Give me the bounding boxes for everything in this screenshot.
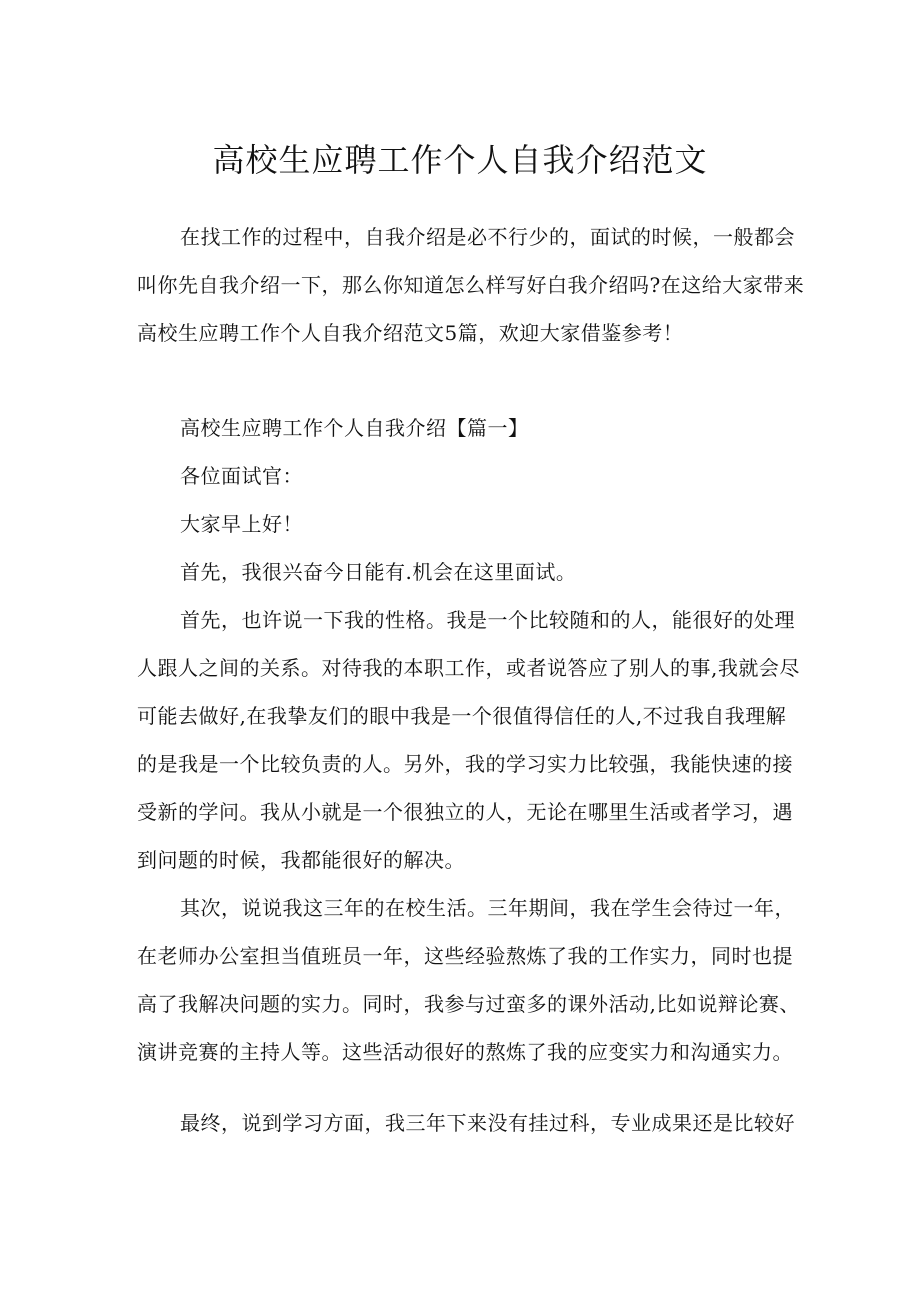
paragraph-line: 其次，说说我这三年的在校生活。三年期间，我在学生会待过一年， <box>180 896 795 920</box>
paragraph-line: 首先，也许说一下我的性格。我是一个比较随和的人，能很好的处理 <box>180 608 795 632</box>
paragraph-line: 人跟人之间的关系。对待我的本职工作，或者说答应了别人的事,我就会尽 <box>137 656 800 680</box>
paragraph-line: 的是我是一个比较负责的人。另外，我的学习实力比较强，我能快速的接 <box>137 752 793 776</box>
salutation: 各位面试官： <box>180 464 303 488</box>
section-heading: 高校生应聘工作个人自我介绍【篇一】 <box>180 416 529 440</box>
document-title: 高校生应聘工作个人自我介绍范文 <box>212 141 708 179</box>
paragraph-line: 高了我解决问题的实力。同时，我参与过蛮多的课外活动,比如说辩论赛、 <box>137 992 800 1016</box>
paragraph-line: 在老师办公室担当值班员一年，这些经验熬炼了我的工作实力，同时也提 <box>137 944 793 968</box>
intro-line: 高校生应聘工作个人自我介绍范文5篇，欢迎大家借鉴参考！ <box>137 321 684 345</box>
greeting: 大家早上好！ <box>180 512 303 536</box>
paragraph-line: 可能去做好,在我挚友们的眼中我是一个很值得信任的人,不过我自我理解 <box>137 704 787 728</box>
paragraph-line: 首先，我很兴奋今日能有.机会在这里面试。 <box>180 560 577 584</box>
intro-line: 在找工作的过程中，自我介绍是必不行少的，面试的时候，一般都会 <box>180 225 795 249</box>
intro-line: 叫你先自我介绍一下，那么你知道怎么样写好白我介绍吗?在这给大家带来 <box>137 273 805 297</box>
paragraph-line: 到问题的时候，我都能很好的解决。 <box>137 848 465 872</box>
paragraph-line: 演讲竞赛的主持人等。这些活动很好的熬炼了我的应变实力和沟通实力。 <box>137 1040 793 1064</box>
paragraph-line: 最终，说到学习方面，我三年下来没有挂过科，专业成果还是比较好 <box>180 1111 795 1135</box>
paragraph-line: 受新的学问。我从小就是一个很独立的人，无论在哪里生活或者学习，遇 <box>137 800 793 824</box>
